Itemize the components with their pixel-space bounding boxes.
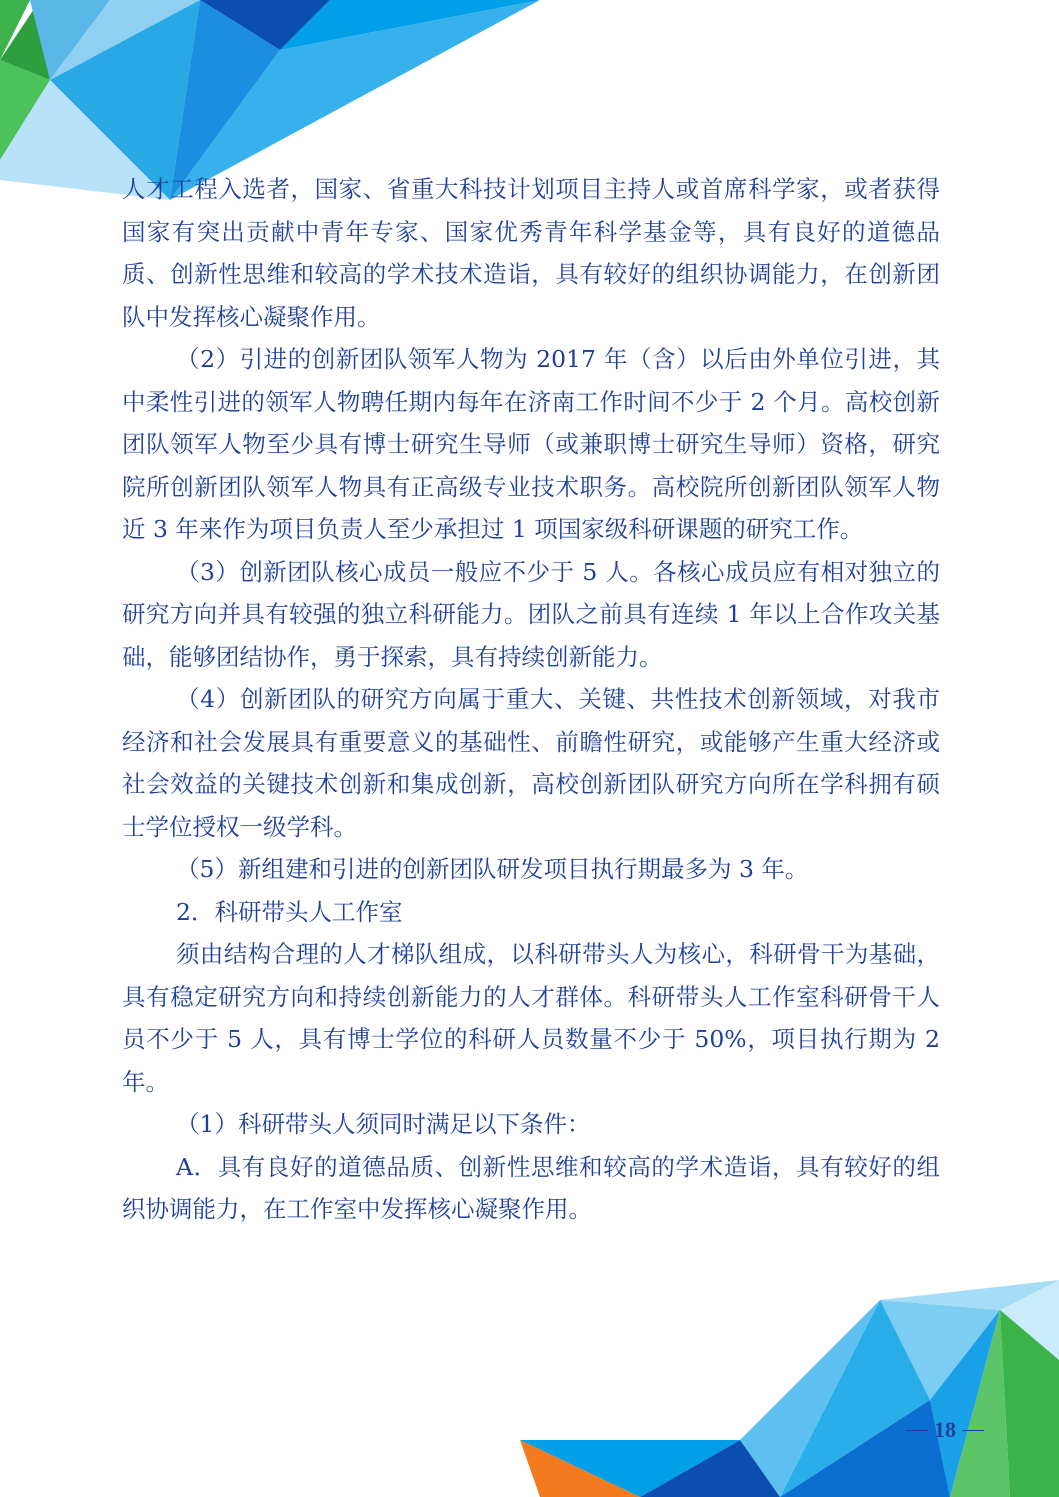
dash-left — [906, 1430, 928, 1431]
body-text — [122, 168, 940, 1231]
paragraph-item-4: （4）创新团队的研究方向属于重大、关键、共性技术创新领域，对我市经济和社会发展具有重要意义的基础性、前瞻性研究，或能够产生重大经济或社会效益的关键技术创新和集成创新，高校创新团队研究方向所在学科拥有硕士学位授权一级学科。 — [122, 685, 940, 841]
paragraph-item-2: （2）引进的创新团队领军人物为 2017 年（含）以后由外单位引进，其中柔性引进的领军人物聘任期内每年在济南工作时间不少于 2 个月。高校创新团队领军人物至少具有博士研究生导师（或兼职博士研究生导师）资格，研究院所创新团队领军人物具有正高级专业技术职务。高校院所创新团队领军人物近 3 年来作为项目负责人至少承担过 1 项国家级科研课题的研究工作。 — [122, 345, 940, 543]
paragraph-condition-a: A．具有良好的道德品质、创新性思维和较高的学术造诣，具有较好的组织协调能力，在工作室中发挥核心凝聚作用。 — [122, 1152, 940, 1223]
paragraph-continuation: 人才工程入选者，国家、省重大科技计划项目主持人或首席科学家，或者获得国家有突出贡献中青年专家、国家优秀青年科学基金等，具有良好的道德品质、创新性思维和较高的学术技术造诣，具有较好的组织协调能力，在创新团队中发挥核心凝聚作用。 — [122, 175, 940, 331]
page-number-value: 18 — [934, 1417, 956, 1442]
paragraph-conditions: （1）科研带头人须同时满足以下条件： — [176, 1110, 591, 1138]
section-heading: 2．科研带头人工作室 — [176, 897, 403, 926]
page-number — [900, 1415, 990, 1445]
paragraph-item-5: （5）新组建和引进的创新团队研发项目执行期最多为 3 年。 — [176, 855, 809, 883]
dash-right — [962, 1430, 984, 1431]
paragraph-item-3: （3）创新团队核心成员一般应不少于 5 人。各核心成员应有相对独立的研究方向并具有较强的独立科研能力。团队之前具有连续 1 年以上合作攻关基础，能够团结协作，勇于探索，具有持续创新能力。 — [122, 557, 940, 671]
paragraph-section-intro: 须由结构合理的人才梯队组成，以科研带头人为核心，科研骨干为基础，具有稳定研究方向和持续创新能力的人才群体。科研带头人工作室科研骨干人员不少于 5 人，具有博士学位的科研人员数量不少于 50%，项目执行期为 2 年。 — [122, 940, 940, 1096]
